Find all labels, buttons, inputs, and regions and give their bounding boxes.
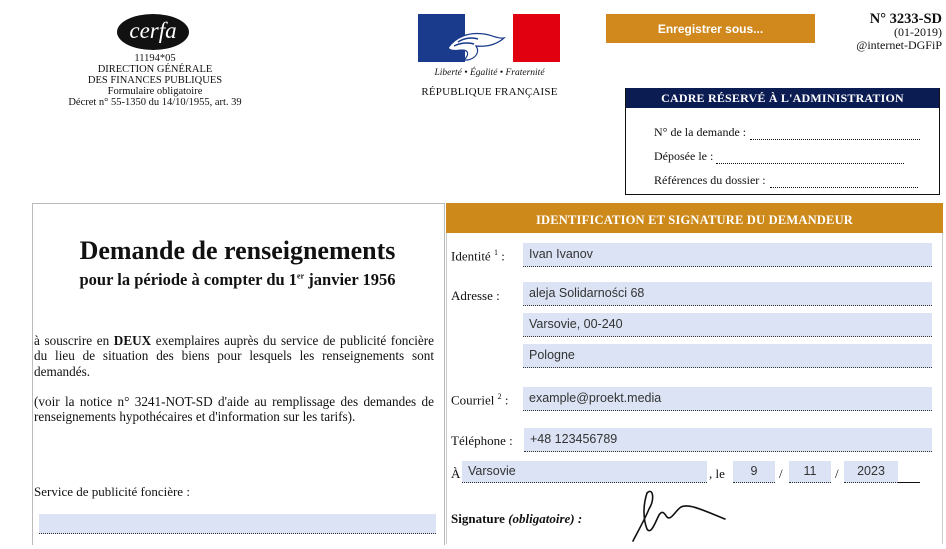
year-underline (898, 482, 920, 483)
subtitle-superscript: er (297, 271, 305, 281)
date-separator-2: / (835, 466, 839, 481)
identity-footnote: 1 (493, 248, 498, 257)
phone-field[interactable]: +48 123456789 (524, 428, 932, 452)
address-line-1-field[interactable]: aleja Solidarności 68 (523, 282, 932, 306)
address-line-3-field[interactable]: Pologne (523, 344, 932, 368)
place-label: À (451, 466, 461, 481)
cerfa-logo: cerfa (117, 14, 189, 50)
admin-filed-row (654, 149, 904, 164)
instructions-emphasis: DEUX (113, 333, 152, 348)
day-field[interactable]: 9 (733, 461, 775, 483)
place-field[interactable]: Varsovie (462, 461, 707, 483)
republic-name: RÉPUBLIQUE FRANÇAISE (421, 86, 558, 98)
identity-label: Identité $^1$ : (451, 248, 505, 264)
instructions-start: à souscrire en (34, 333, 114, 348)
instructions-end: exemplaires auprès du service de publicité foncière du lieu de situation des biens pour lesquels les renseignements sont demandés. (34, 333, 434, 379)
admin-filed-label: Déposée le : (654, 149, 714, 163)
date-separator-1: / (779, 466, 783, 481)
form-edition: (01-2019) (894, 25, 942, 39)
service-field[interactable] (39, 514, 436, 534)
admin-box-title: CADRE RÉSERVÉ À L'ADMINISTRATION (626, 88, 939, 108)
admin-refs-line (770, 176, 918, 188)
issuer-line-2: DES FINANCES PUBLIQUES (87, 75, 223, 86)
form-title: Demande de renseignements (79, 236, 396, 265)
admin-refs-row (654, 173, 918, 188)
address-label: Adresse : (451, 288, 500, 303)
issuer-line-3: Formulaire obligatoire (107, 86, 203, 97)
signature-label (451, 511, 582, 527)
email-label: Courriel $^2$ : (451, 392, 509, 408)
phone-label: Téléphone : (451, 433, 513, 448)
form-subtitle (32, 270, 443, 290)
instructions-paragraph (34, 333, 434, 379)
issuer-block (40, 53, 270, 108)
issuer-line-4: Décret n° 55-1350 du 14/10/1955, art. 39 (68, 97, 242, 108)
email-field[interactable]: example@proekt.media (523, 387, 932, 411)
form-number-block (856, 13, 942, 52)
identity-label-text: Identité (451, 248, 491, 264)
applicant-panel-title: IDENTIFICATION ET SIGNATURE DU DEMANDEUR (446, 203, 943, 233)
admin-demand-row (654, 125, 920, 140)
save-as-button[interactable]: Enregistrer sous... (606, 14, 815, 43)
admin-reserved-box (625, 88, 940, 195)
marianne-logo (418, 14, 560, 62)
email-label-text: Courriel (451, 392, 495, 408)
issuer-line-1: DIRECTION GÉNÉRALE (97, 64, 213, 75)
republic-motto: Liberté • Égalité • Fraternité (434, 68, 545, 78)
year-field[interactable]: 2023 (844, 461, 898, 483)
month-field[interactable]: 11 (789, 461, 831, 483)
signature-label-text: Signature (451, 511, 505, 526)
subtitle-text-end: janvier 1956 (304, 270, 396, 289)
address-line-2-field[interactable]: Varsovie, 00-240 (523, 313, 932, 337)
form-source: @internet-DGFiP (856, 38, 942, 52)
date-prefix-label: , le (709, 466, 725, 481)
signature-drawing[interactable] (625, 485, 735, 544)
form-number: N° 3233-SD (869, 11, 942, 27)
form-code: 11194*05 (134, 53, 176, 64)
notice-paragraph: (voir la notice n° 3241-NOT-SD d'aide au remplissage des demandes de renseignements hypothécaires et d'information sur les tarifs). (34, 394, 434, 425)
subtitle-text-start: pour la période à compter du 1 (79, 270, 298, 289)
admin-refs-label: Références du dossier : (654, 173, 766, 187)
identity-field[interactable]: Ivan Ivanov (523, 243, 932, 267)
admin-demand-label: N° de la demande : (654, 125, 747, 139)
email-footnote: 2 (497, 392, 502, 401)
admin-filed-line (716, 152, 904, 164)
admin-demand-line (750, 128, 920, 140)
service-label: Service de publicité foncière : (34, 484, 190, 499)
signature-note: (obligatoire) : (508, 511, 583, 526)
